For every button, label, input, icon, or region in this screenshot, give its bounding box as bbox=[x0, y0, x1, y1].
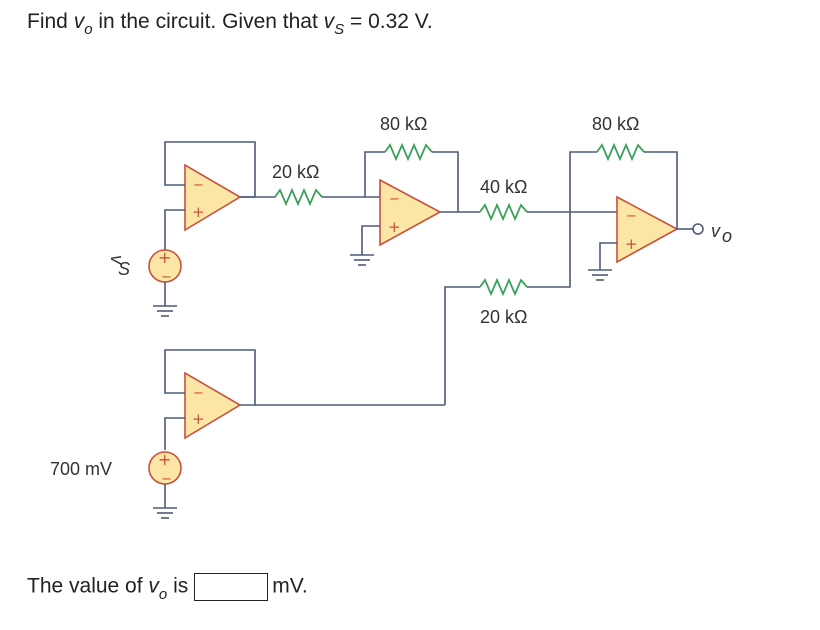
wire-to-opamp2-inv bbox=[322, 190, 380, 197]
r-input-2-label: 20 kΩ bbox=[272, 162, 320, 182]
r-input-3b-label: 20 kΩ bbox=[480, 307, 528, 327]
question-suffix: = 0.32 V. bbox=[344, 10, 433, 33]
svg-text:+: + bbox=[388, 218, 401, 236]
svg-text:+: + bbox=[158, 450, 172, 469]
svg-text:−: − bbox=[389, 192, 400, 207]
question-vs-var: v bbox=[323, 10, 335, 33]
opamp-1-input-wire bbox=[165, 210, 185, 250]
svg-text:+: + bbox=[158, 248, 172, 267]
resistor-20k-a bbox=[275, 190, 322, 204]
opamp2-fb-right bbox=[432, 152, 458, 212]
output-label-var: v bbox=[711, 221, 720, 241]
svg-text:+: + bbox=[192, 203, 205, 221]
svg-text:−: − bbox=[626, 209, 637, 224]
opamp-3 bbox=[617, 197, 677, 262]
svg-text:−: − bbox=[193, 178, 204, 193]
output-terminal-icon bbox=[693, 224, 703, 234]
r-input-3a-label: 40 kΩ bbox=[480, 177, 528, 197]
question-vs-sub: S bbox=[334, 21, 345, 38]
output-label-sub: o bbox=[722, 226, 733, 246]
resistor-40k bbox=[480, 205, 527, 219]
r-feedback-3-label: 80 kΩ bbox=[592, 114, 640, 134]
svg-text:+: + bbox=[192, 410, 205, 428]
resistor-80k-b bbox=[597, 145, 644, 159]
svg-text:−: − bbox=[161, 472, 172, 487]
opamp-4 bbox=[185, 373, 240, 438]
svg-text:−: − bbox=[193, 386, 204, 401]
question-vo-sub: o bbox=[84, 21, 93, 38]
question-vo-var: v bbox=[73, 10, 85, 33]
source-vs bbox=[149, 248, 181, 285]
svg-text:−: − bbox=[161, 270, 172, 285]
resistor-20k-b bbox=[480, 280, 527, 294]
opamp3-fb-left bbox=[570, 152, 597, 212]
answer-var: v bbox=[148, 574, 159, 598]
opamp2-noninv-wire bbox=[362, 226, 380, 255]
answer-unit: mV. bbox=[272, 574, 308, 598]
ground-1-icon bbox=[153, 306, 177, 316]
source-700mv bbox=[149, 450, 181, 487]
answer-is: is bbox=[167, 574, 189, 598]
wire-opamp4-up bbox=[445, 287, 480, 405]
vs-label-sub: S bbox=[118, 259, 131, 279]
ground-4-icon bbox=[153, 508, 177, 518]
question-middle: in the circuit. Given that bbox=[92, 10, 324, 33]
vs-label-var: v bbox=[107, 255, 127, 264]
ground-2-icon bbox=[350, 255, 374, 265]
ground-3-icon bbox=[588, 270, 612, 280]
resistor-80k-a bbox=[385, 145, 432, 159]
opamp3-noninv-wire bbox=[600, 243, 617, 270]
r-feedback-2-label: 80 kΩ bbox=[380, 114, 428, 134]
answer-input[interactable] bbox=[194, 573, 268, 601]
wire-r20kb-to-node bbox=[527, 212, 570, 287]
question-prefix: Find bbox=[27, 10, 74, 33]
svg-text:+: + bbox=[625, 235, 638, 253]
answer-prefix: The value of bbox=[27, 574, 149, 598]
answer-line bbox=[27, 573, 308, 601]
answer-sub: o bbox=[158, 585, 168, 603]
opamp-4-input-wire bbox=[165, 418, 185, 450]
opamp-1 bbox=[185, 165, 240, 230]
opamp-2 bbox=[380, 180, 440, 245]
source-700mv-label: 700 mV bbox=[50, 459, 113, 479]
